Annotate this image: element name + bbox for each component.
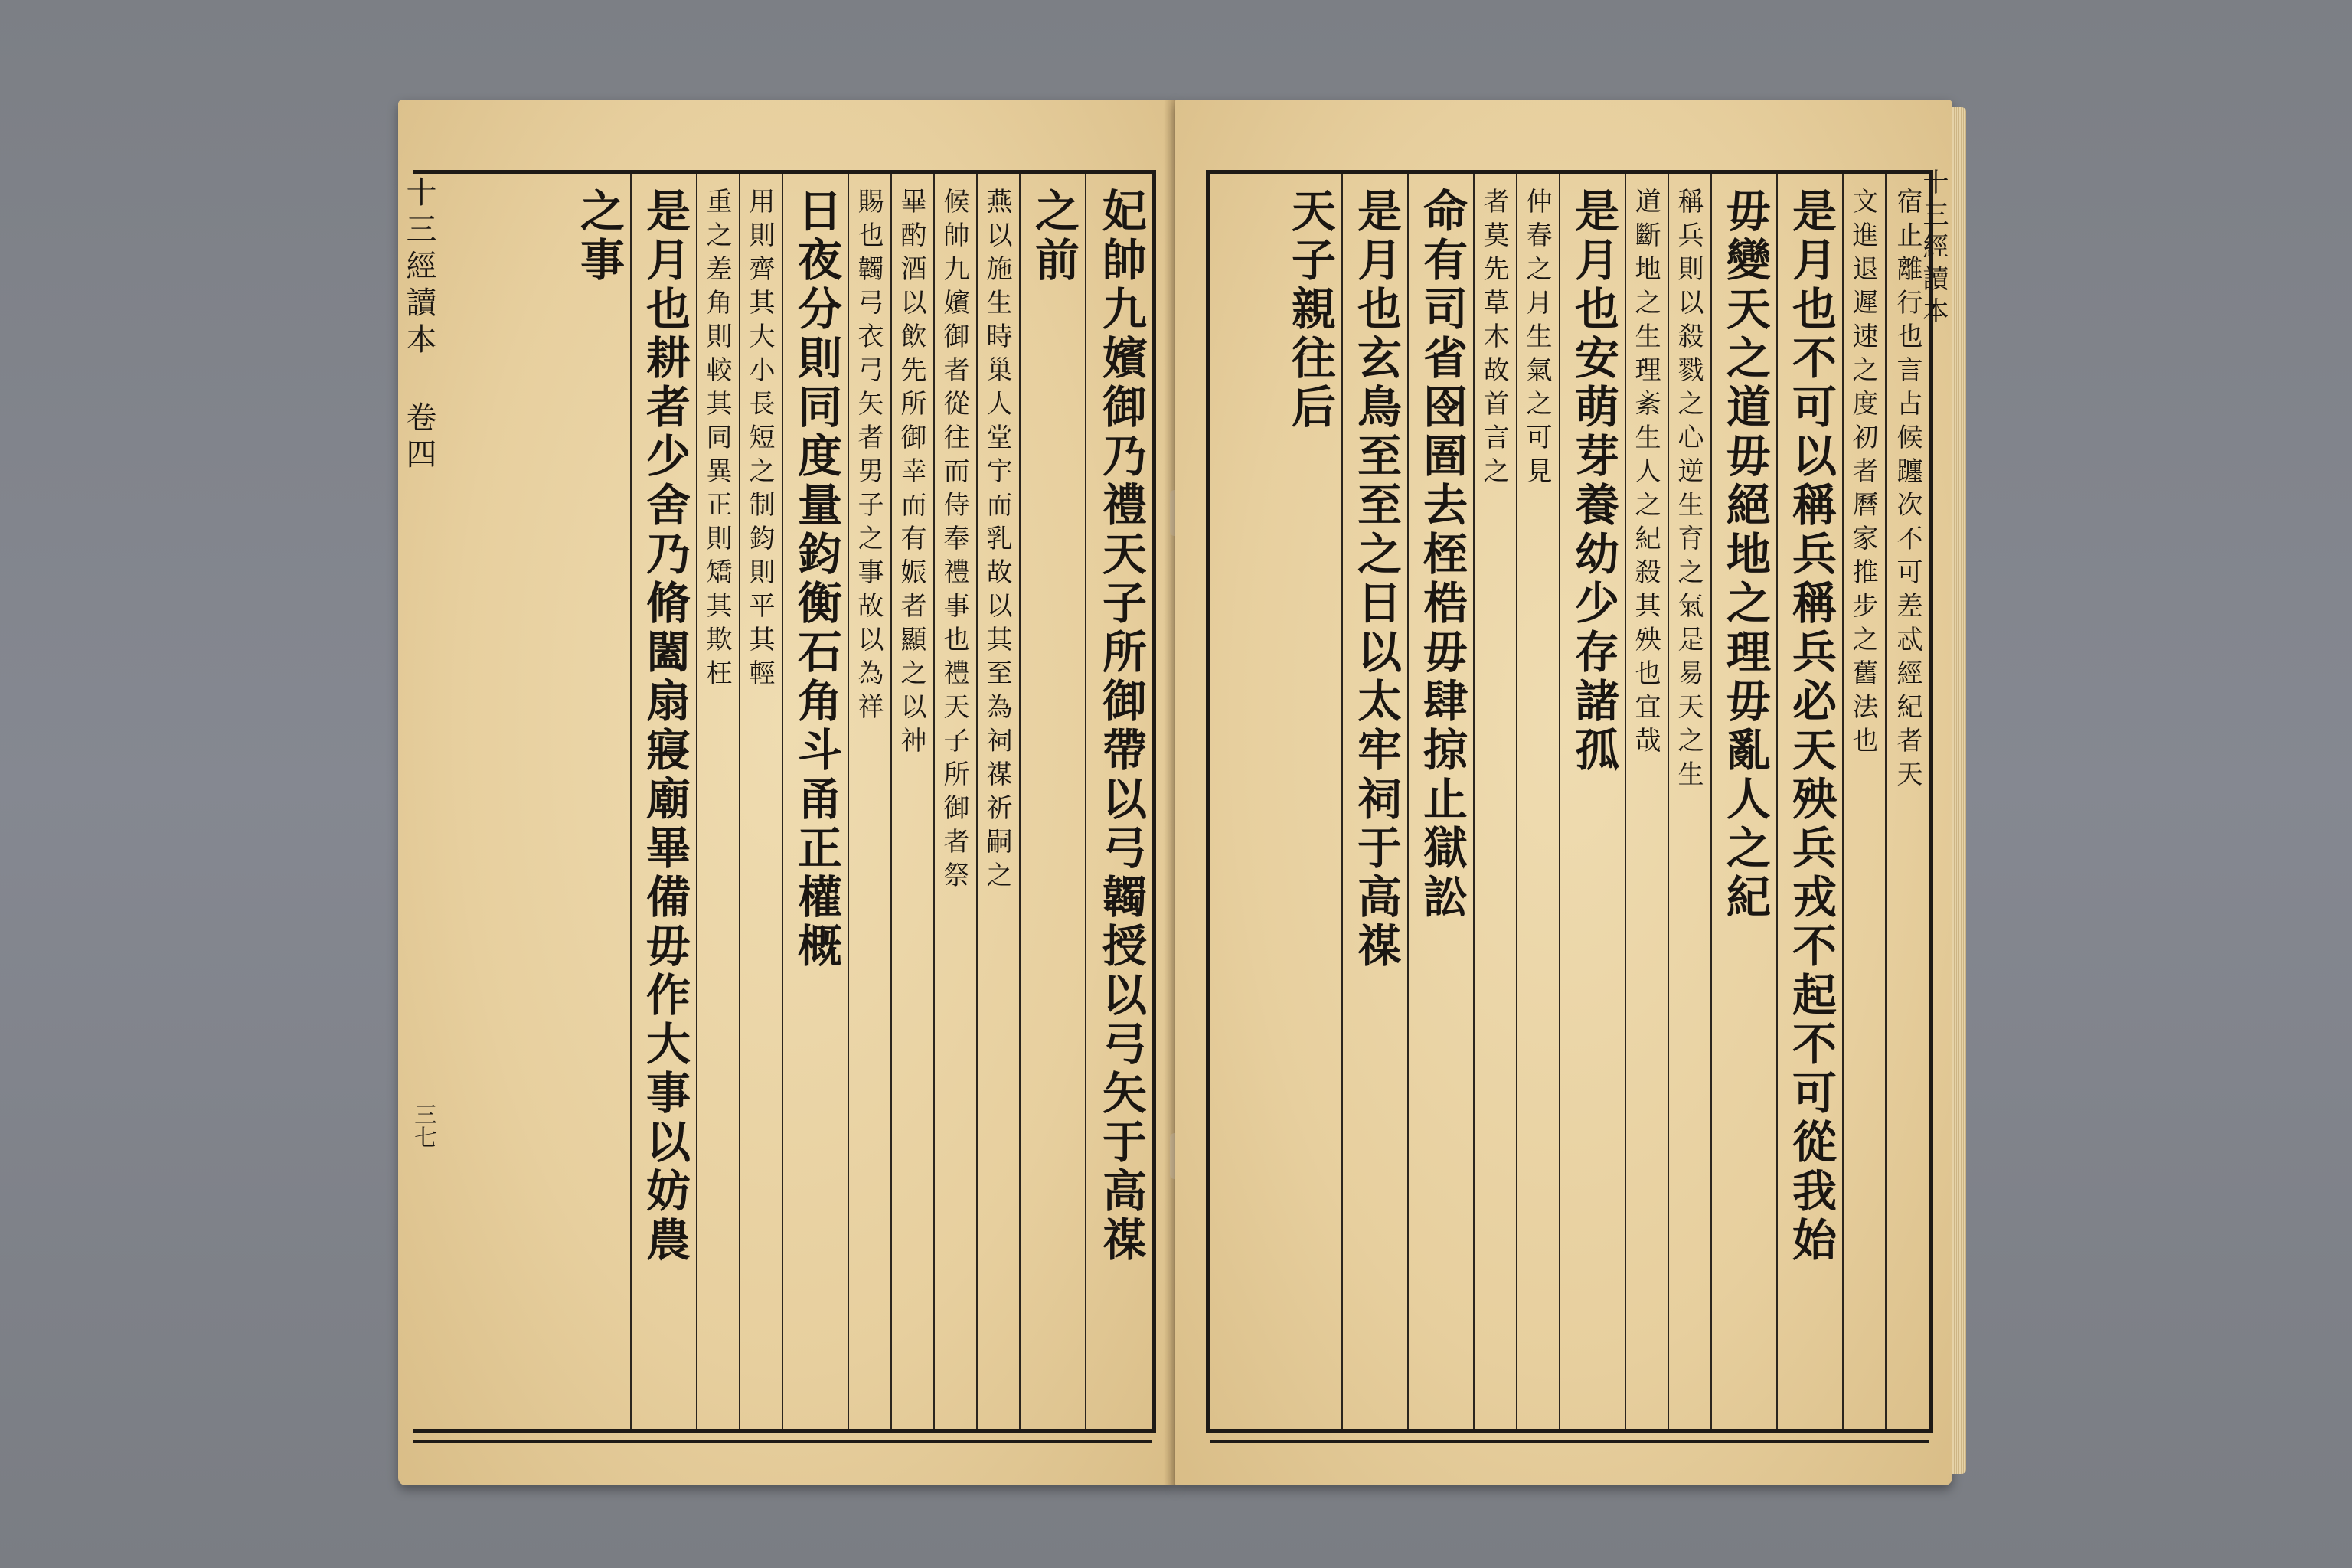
text-column: 之前 [1021, 174, 1086, 1429]
right-margin-title: 十三經讀本 [1918, 168, 1949, 329]
open-book [398, 84, 1952, 1493]
commentary-column: 者莫先草木故首言之 [1475, 174, 1517, 1429]
left-columns [413, 174, 1152, 1429]
commentary-column: 仲春之月生氣之可見 [1517, 174, 1560, 1429]
bottom-rule [1210, 1440, 1929, 1443]
right-text-frame [1206, 170, 1933, 1433]
text-column: 命有司省囹圄去桎梏毋肆掠止獄訟 [1409, 174, 1475, 1429]
commentary-column: 用則齊其大小長短之制鈞則平其輕 [740, 174, 783, 1429]
text-column: 是月也不可以稱兵稱兵必天殃兵戎不起不可從我始 [1778, 174, 1844, 1429]
text-column: 日夜分則同度量鈞衡石角斗甬正權概 [783, 174, 849, 1429]
right-page [1175, 100, 1952, 1485]
commentary-column: 賜也韣弓衣弓矢者男子之事故以為祥 [849, 174, 892, 1429]
commentary-column: 畢酌酒以飲先所御幸而有娠者顯之以神 [892, 174, 935, 1429]
left-margin-title: 十三經讀本 卷四 [401, 176, 436, 475]
commentary-column: 道斷地之生理紊生人之紀殺其殃也宜哉 [1626, 174, 1669, 1429]
commentary-column: 重之差角則較其同異正則矯其欺枉 [697, 174, 740, 1429]
text-column: 妃帥九嬪御乃禮天子所御帶以弓韣授以弓矢于高禖 [1095, 188, 1147, 1266]
left-page [398, 100, 1175, 1485]
right-columns [1210, 174, 1929, 1429]
text-column: 是月也耕者少舍乃脩闔扇寢廟畢備毋作大事以妨農 [632, 174, 697, 1429]
commentary-column: 燕以施生時巢人堂宇而乳故以其至為祠禖祈嗣之 [978, 174, 1021, 1429]
folio-number: 三七 [410, 1102, 436, 1148]
left-text-frame [413, 170, 1156, 1433]
text-column: 天子親往后 [1277, 174, 1343, 1429]
text-column: 毋變天之道毋絕地之理毋亂人之紀 [1712, 174, 1778, 1429]
commentary-column: 候帥九嬪御者從往而侍奉禮事也禮天子所御者祭 [935, 174, 978, 1429]
text-column: 是月也玄鳥至至之日以太牢祠于高禖 [1343, 174, 1409, 1429]
commentary-column: 稱兵則以殺戮之心逆生育之氣是易天之生 [1669, 174, 1712, 1429]
text-column: 是月也安萌芽養幼少存諸孤 [1560, 174, 1626, 1429]
text-column: 之事 [566, 174, 632, 1429]
commentary-column: 宿止離行也言占候躔次不可差忒經紀者天 [1892, 188, 1922, 794]
commentary-column: 文進退遲速之度初者曆家推步之舊法也 [1844, 174, 1886, 1429]
bottom-rule [413, 1440, 1152, 1443]
